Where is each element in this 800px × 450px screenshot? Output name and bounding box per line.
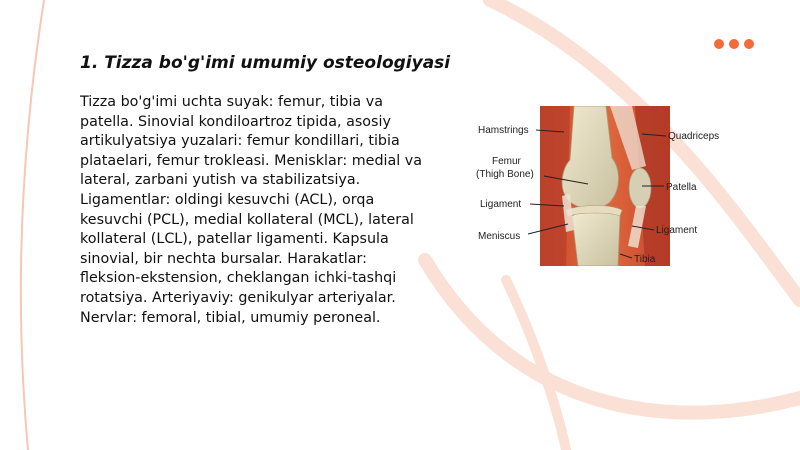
label-femur: Femur <box>492 156 521 167</box>
label-femur-thigh-bone: (Thigh Bone) <box>476 169 534 180</box>
label-hamstrings: Hamstrings <box>478 125 529 136</box>
knee-anatomy-illustration <box>470 106 732 266</box>
label-ligament-left: Ligament <box>480 199 522 210</box>
label-patella: Patella <box>666 182 697 193</box>
label-quadriceps: Quadriceps <box>668 131 720 142</box>
menu-dots-icon <box>714 39 754 49</box>
slide-title: 1. Tizza bo'g'imi umumiy osteologiyasi <box>80 53 451 73</box>
dot <box>714 39 724 49</box>
slide-body-text: Tizza bo'g'imi uchta suyak: femur, tibia va patella. Sinovial kondiloartroz tipida, asosiy artikulyatsiya yuzalari: femur kondillari, tibia plataelari, femur trokleasi. Menisklar: medial va lateral, zarbani yutish va stabilizatsiya. Ligamentlar: oldingi kesuvchi (ACL), orqa kesuvchi (PCL), medial kollateral (MCL), lateral kollateral (LCL), patellar ligamenti. Kapsula sinovial, bir nechta bursalar. Harakatlar: fleksion-ekstension, cheklangan ichki-tashqi rotatsiya. Arteriyaviy: genikulyar arteriyalar. Nervlar: femoral, tibial, umumiy peroneal. <box>80 94 423 326</box>
lower-right-arc <box>425 260 800 413</box>
dot <box>744 39 754 49</box>
patella-bone <box>629 168 651 208</box>
label-ligament-right: Ligament <box>656 225 698 236</box>
label-tibia: Tibia <box>634 254 656 265</box>
tibia-bone <box>572 212 620 267</box>
label-meniscus: Meniscus <box>478 231 521 242</box>
left-arc <box>21 0 44 450</box>
dot <box>729 39 739 49</box>
